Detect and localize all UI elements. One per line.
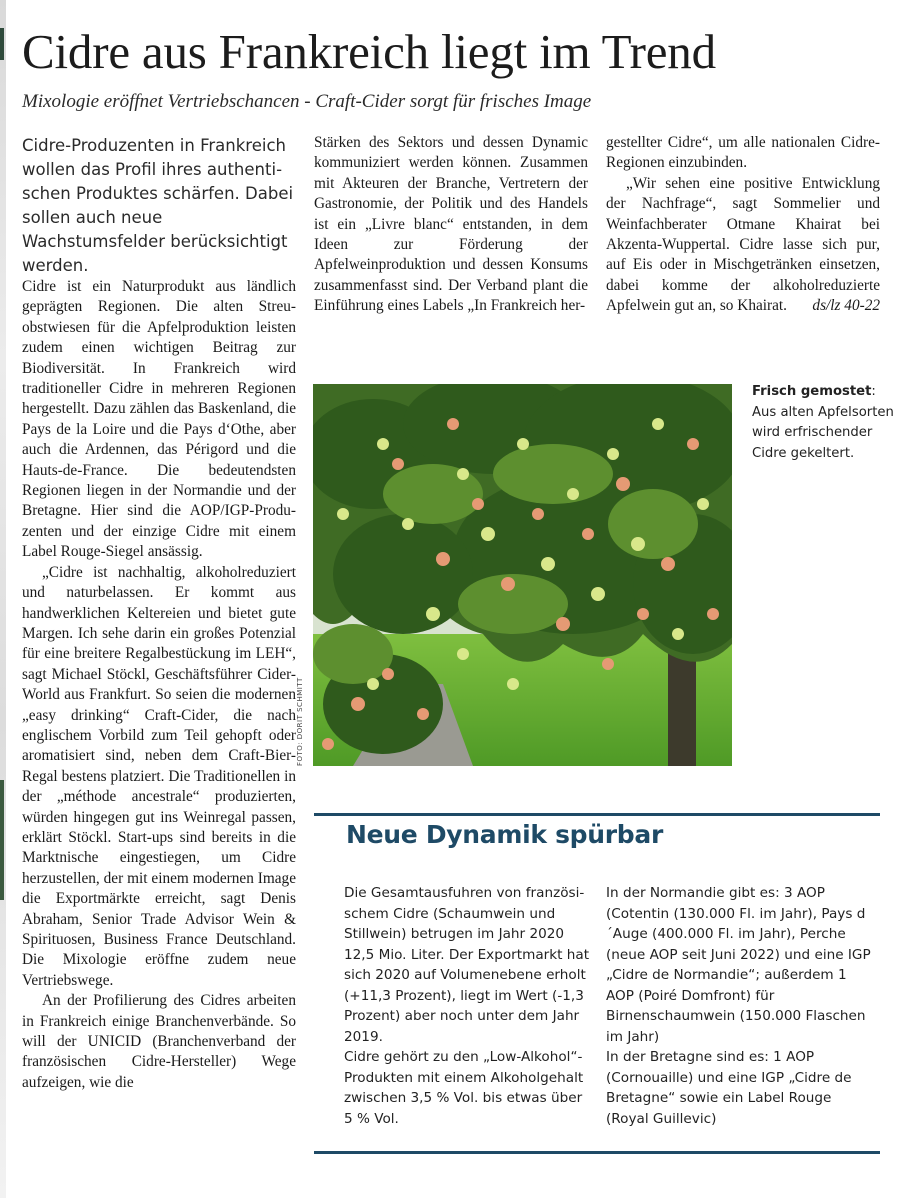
- article-paragraph: „Cidre ist nachhaltig, alkoholreduziert und naturbelassen. Er kommt aus handwerklichen Keltereien und bietet gute Margen. Ich sehe darin ein großes Potenzial für eine breitere Regalbestückung im LEH“, sagt Michael Stöckl, Geschäftsführer Cider-World aus Frankfurt. So seien die modernen „easy drinking“ Craft-Cider, die nach englischem Vorbild zum Teil gehopft oder aromatisiert sind, neben dem Craft-Bier-Regal bestens platziert. Die Traditionellen in der „méthode ancestrale“ produzierten, würden hingegen gut ins Weinregal passen, erklärt Stöckl. Start-ups sind bereits in die Marktnische eingestiegen, um Cidre herzustellen, der mit einem modernen Image die Exportmärkte erreicht, sagt Denis Abraham, Senior Trade Advisor Wein & Spirituosen, Business France Deutschland. Die Mixologie eröffne zudem neue Vertriebswege.: [22, 563, 296, 989]
- infobox-paragraph: In der Normandie gibt es: 3 AOP (Cotentin (130.000 Fl. im Jahr), Pays d´Auge (400.000 Fl. im Jahr), Perche (neue AOP seit Juni 2022) und eine IGP „Cidre de Normandie“; außerdem 1 AOP (Poiré Domfront) für Birnenschaumwein (150.000 Flaschen im Jahr): [606, 885, 871, 1045]
- article-paragraph: [606, 174, 880, 317]
- infobox-bottom-rule: [314, 1151, 880, 1154]
- apple-tree-illustration: [313, 384, 732, 766]
- page-edge-mark: [0, 780, 4, 900]
- author-signature: ds/lz 40-22: [812, 297, 880, 315]
- article-column-1: [22, 277, 296, 1093]
- article-column-2: [314, 133, 588, 317]
- photo-caption: [752, 382, 902, 464]
- article-paragraph-text: „Wir sehen eine positive Entwicklung der Nachfrage“, sagt Sommelier und Weinfachberater Otmane Khairat bei Akzenta-Wuppertal. Cidre lasse sich pur, auf Eis oder in Mischgetränken einsetzen, dabei komme der alkoholreduzierte Apfelwein gut an, so Khairat.: [606, 174, 880, 315]
- article-paragraph: Stärken des Sektors und dessen Dynamic kommuniziert werden können. Zusammen mit Akteuren der Branche, Vertretern der Gastronomie, der Politik und des Handels ist ein „Livre blanc“ entstanden, in dem Ideen zur Förderung der Apfelweinproduktion und dessen Konsums zusammenfasst sind. Der Verband plant die Einführung eines Labels „In Frankreich her-: [314, 134, 588, 315]
- apple-tree-photo: [313, 384, 732, 766]
- infobox-title: Neue Dynamik spürbar: [346, 820, 663, 849]
- subheadline: Mixologie eröffnet Vertriebschancen - Craft-Cider sorgt für frisches Image: [22, 91, 592, 112]
- article-column-3: [606, 133, 880, 317]
- article-paragraph: gestellter Cidre“, um alle nationalen Cidre-Regionen einzubinden.: [606, 134, 880, 172]
- article-paragraph: Cidre ist ein Naturprodukt aus ländlich geprägten Regionen. Die alten Streuobstwiesen für die Apfelproduktion leisten zudem einen wichtigen Beitrag zur Biodiversität. In Frankreich wird traditioneller Cidre in mehreren Regionen hergestellt. Dazu zählen das Baskenland, die Pays de la Loire und die Pays d‘Othe, aber auch die Ardennen, das Périgord und die Hauts-de-France. Die bedeutendsten Regionen liegen in der Normandie und der Bretagne. Hier sind die AOP/IGP-Produzenten und der einzige Cidre mit einem Label Rouge-Siegel ansässig.: [22, 278, 296, 561]
- photo-credit-text: FOTO: DORIT SCHMITT: [296, 677, 304, 766]
- headline: Cidre aus Frankreich liegt im Trend: [22, 24, 716, 79]
- infobox-paragraph: Die Gesamtausfuhren von französischem Cidre (Schaumwein und Stillwein) betrugen im Jahr 2020 12,5 Mio. Liter. Der Exportmarkt hat sich 2020 auf Volumenebene erholt (+11,3 Prozent), liegt im Wert (-1,3 Prozent) aber noch unter dem Jahr 2019.: [344, 885, 590, 1045]
- infobox-column-1: [344, 883, 594, 1129]
- infobox-paragraph: In der Bretagne sind es: 1 AOP (Cornouaille) und eine IGP „Cidre de Bretagne“ sowie ein Label Rouge (Royal Guillevic): [606, 1049, 852, 1127]
- page-edge-shadow: [0, 0, 6, 1198]
- photo-credit: [296, 677, 306, 776]
- page-edge-mark: [0, 28, 4, 60]
- caption-text: : Aus alten Apfelsorten wird erfrischender Cidre gekeltert.: [752, 384, 894, 461]
- article-paragraph: An der Profilierung des Cidres arbeiten in Frankreich einige Branchenverbände. So will der UNICID (Branchenverband der französischen Cidre-Hersteller) Wege aufzeigen, wie die: [22, 992, 296, 1091]
- infobox-top-rule: [314, 813, 880, 816]
- lead-paragraph: Cidre-Produzenten in Frankreich wollen das Profil ihres authentischen Produktes schärfen. Dabei sollen auch neue Wachstumsfelder berücksichtigt werden.: [22, 136, 294, 275]
- infobox-paragraph: Cidre gehört zu den „Low-Alkohol“-Produkten mit einem Alkoholgehalt zwischen 3,5 % Vol. bis etwas über 5 % Vol.: [344, 1049, 584, 1127]
- caption-title: Frisch gemostet: [752, 384, 872, 399]
- infobox-column-2: [606, 883, 874, 1129]
